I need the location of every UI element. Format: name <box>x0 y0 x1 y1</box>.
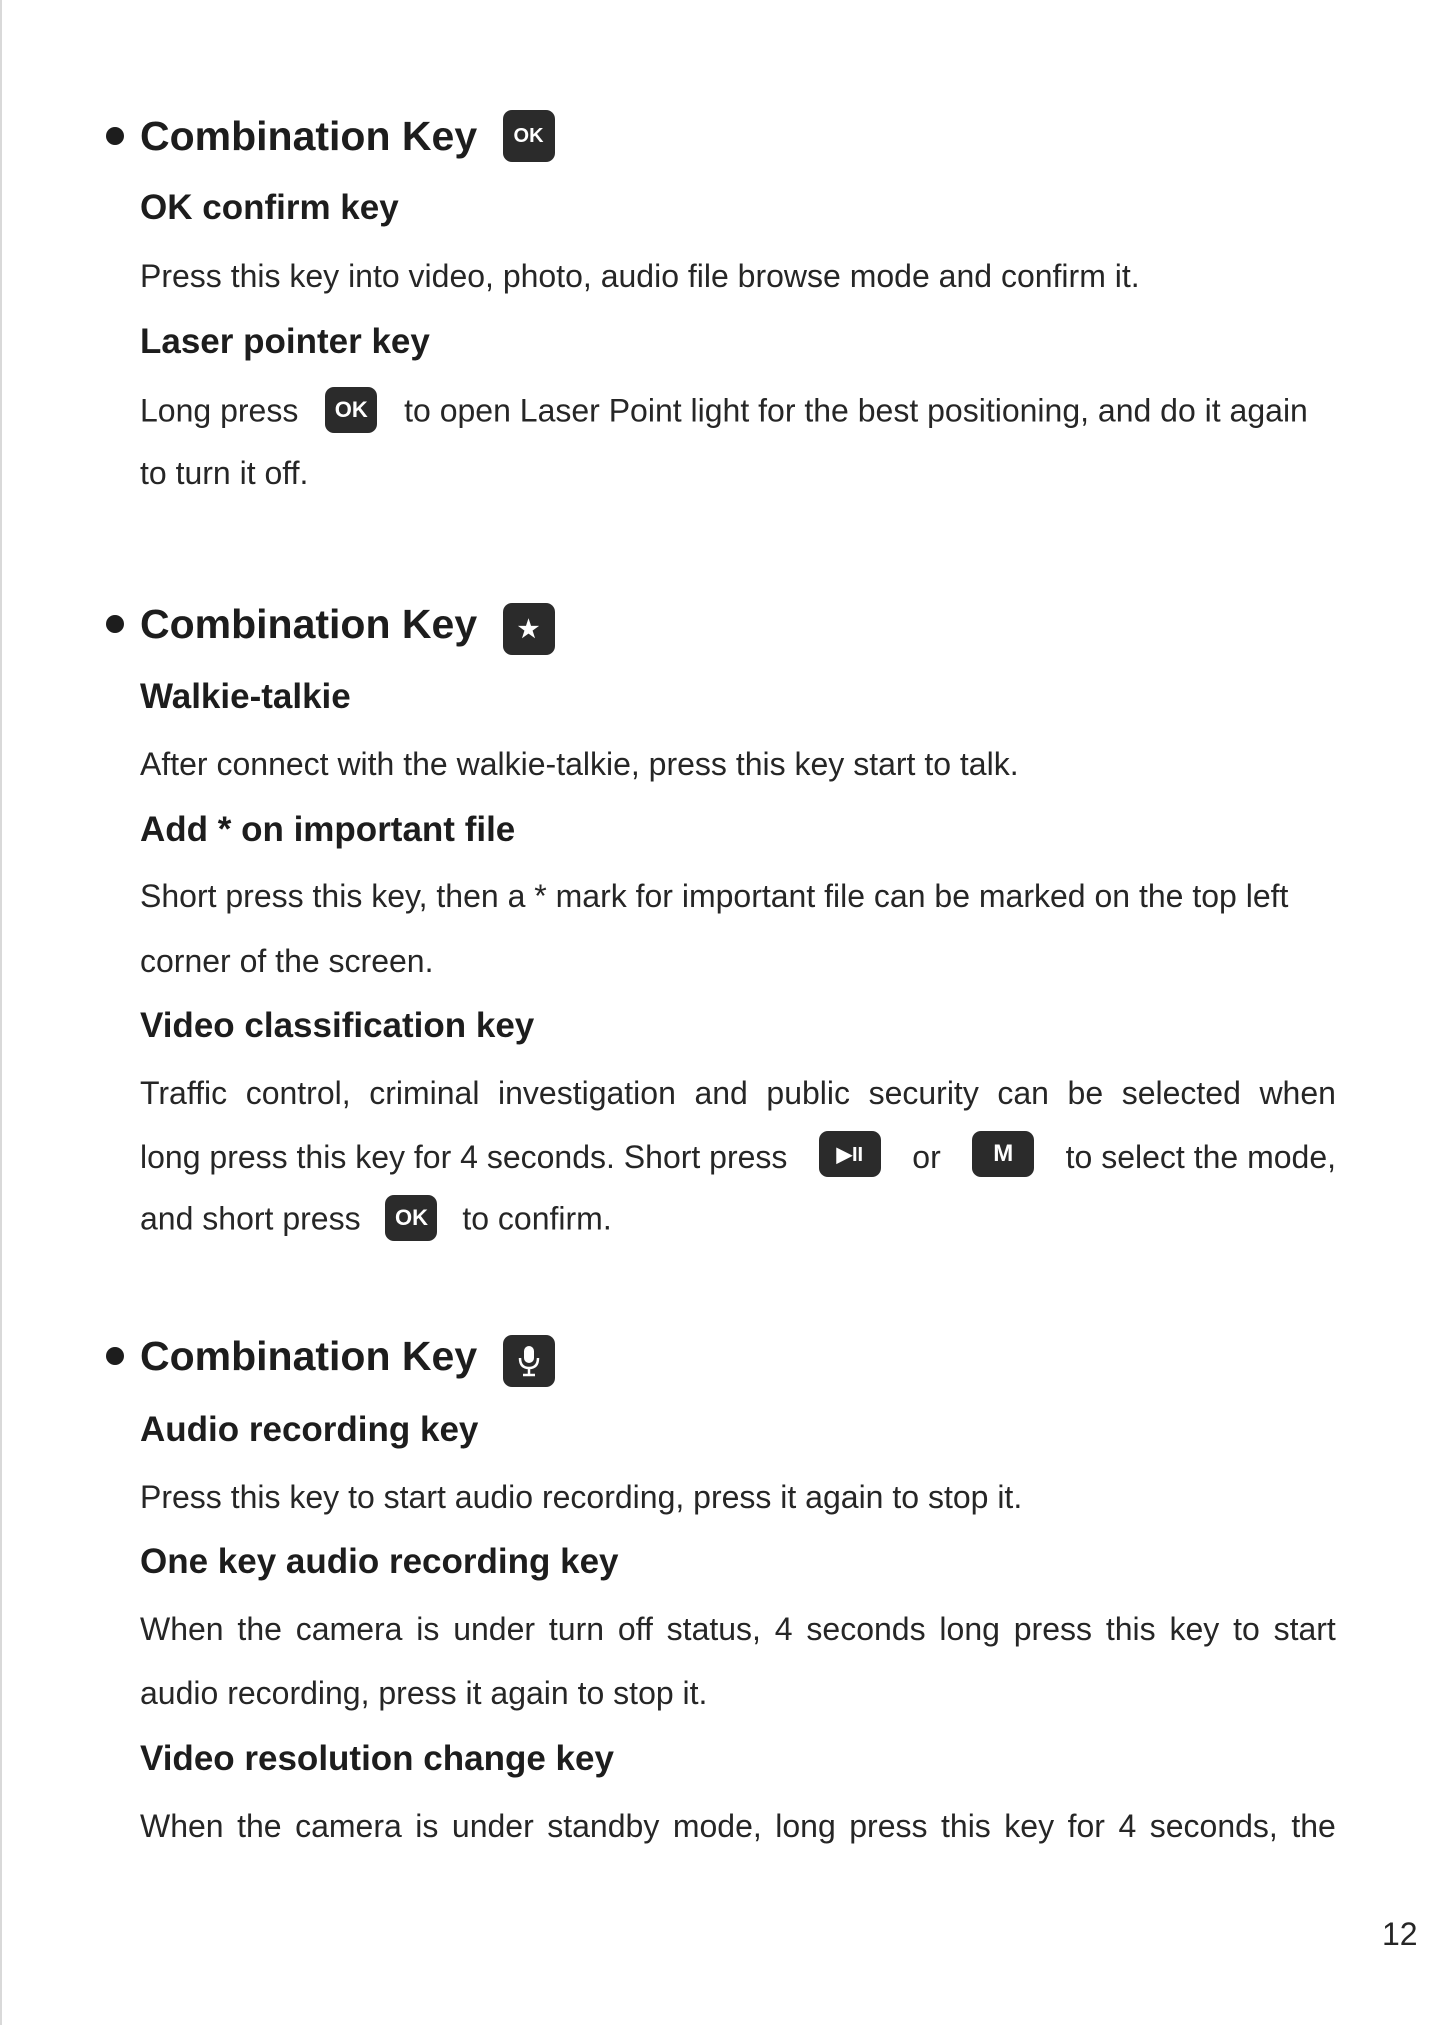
section-title: Combination Key OK <box>140 113 555 165</box>
subheading-walkie-talkie: Walkie-talkie <box>140 677 351 716</box>
star-key-icon: ★ <box>503 603 555 655</box>
ok-key-icon: OK <box>503 110 555 162</box>
subheading-add-star: Add * on important file <box>140 810 516 849</box>
justified-line: long press this key for 4 seconds. Short press ▶II or M to select the mode, <box>140 1134 1336 1180</box>
section-title: Combination Key ★ <box>140 601 555 653</box>
page-number: 12 <box>1382 1916 1418 1952</box>
bullet-dot <box>106 615 124 633</box>
justified-line: When the camera is under turn off status, 4 seconds long press this key to start <box>140 1611 1336 1647</box>
body-text: audio recording, press it again to stop it. <box>140 1675 708 1711</box>
body-text: corner of the screen. <box>140 943 434 979</box>
body-text: to turn it off. <box>140 455 309 491</box>
body-text: and short press OK to confirm. <box>140 1198 612 1244</box>
subheading-ok-confirm: OK confirm key <box>140 188 399 227</box>
microphone-icon <box>516 1344 542 1378</box>
section-title: Combination Key <box>140 1333 555 1385</box>
subheading-video-classification: Video classification key <box>140 1006 535 1045</box>
microphone-key-icon <box>503 1335 555 1387</box>
m-key-icon: M <box>972 1131 1034 1177</box>
body-text: Short press this key, then a * mark for important file can be marked on the top left <box>140 878 1289 914</box>
ok-key-icon: OK <box>325 387 377 433</box>
body-text: Press this key into video, photo, audio file browse mode and confirm it. <box>140 258 1140 294</box>
subheading-video-resolution: Video resolution change key <box>140 1739 614 1778</box>
bullet-dot <box>106 1347 124 1365</box>
subheading-one-key-audio: One key audio recording key <box>140 1542 619 1581</box>
play-pause-key-icon: ▶II <box>819 1131 881 1177</box>
subheading-audio-recording: Audio recording key <box>140 1410 479 1449</box>
body-text: After connect with the walkie-talkie, press this key start to talk. <box>140 746 1019 782</box>
body-text: Press this key to start audio recording, press it again to stop it. <box>140 1479 1023 1515</box>
justified-line: When the camera is under standby mode, long press this key for 4 seconds, the <box>140 1808 1336 1844</box>
bullet-dot <box>106 127 124 145</box>
subheading-laser-pointer: Laser pointer key <box>140 322 430 361</box>
page-edge <box>0 0 2 2025</box>
ok-key-icon: OK <box>385 1195 437 1241</box>
justified-line: Traffic control, criminal investigation and public security can be selected when <box>140 1075 1336 1111</box>
body-text: Long press OK to open Laser Point light for the best positioning, and do it again <box>140 390 1308 436</box>
